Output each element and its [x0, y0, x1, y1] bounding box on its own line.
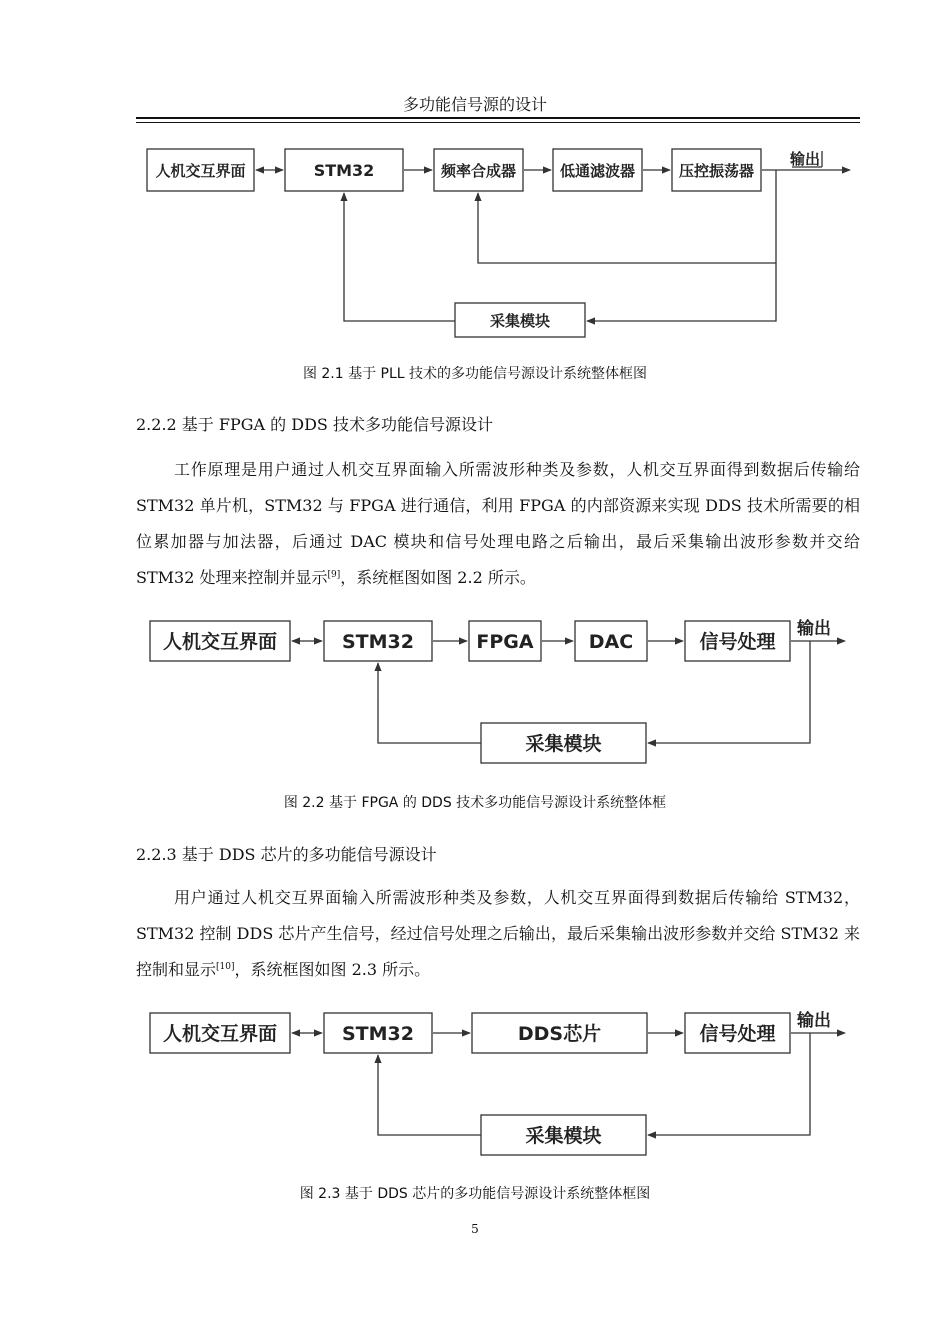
figure-2-3-diagram [0, 1004, 950, 1164]
svg-text:STM32: STM32 [342, 631, 414, 653]
svg-text:采集模块: 采集模块 [489, 312, 551, 330]
svg-text:DAC: DAC [588, 631, 634, 653]
block-low-pass-filter [553, 149, 642, 191]
block-acquisition [481, 723, 646, 763]
figure-2-1-caption: 图 2.1 基于 PLL 技术的多功能信号源设计系统整体框图 [302, 366, 648, 382]
section-2-2-3-heading: 2.2.3 基于 DDS 芯片的多功能信号源设计 [136, 845, 437, 864]
figure-2-1-diagram [0, 140, 950, 340]
block-frequency-synthesizer [434, 149, 523, 191]
block-stm32 [285, 149, 403, 191]
citation-10: [10] [216, 962, 235, 972]
block-signal-processing [685, 621, 790, 661]
block-fpga [469, 621, 541, 661]
block-stm32 [324, 621, 432, 661]
block-hmi [150, 621, 290, 661]
svg-text:人机交互界面: 人机交互界面 [162, 1023, 278, 1045]
block-signal-processing [685, 1013, 790, 1053]
output-label: 输出 [790, 150, 821, 168]
citation-9: [9] [327, 570, 341, 580]
block-stm32 [324, 1013, 432, 1053]
header-rule-thin [136, 122, 860, 123]
svg-text:采集模块: 采集模块 [525, 733, 602, 755]
figure-2-3-caption: 图 2.3 基于 DDS 芯片的多功能信号源设计系统整体框图 [299, 1186, 651, 1202]
svg-text:人机交互界面: 人机交互界面 [155, 162, 246, 180]
svg-text:STM32: STM32 [313, 161, 375, 180]
figure-2-2-caption: 图 2.2 基于 FPGA 的 DDS 技术多功能信号源设计系统整体框 [283, 795, 667, 811]
figure-2-2-diagram [0, 612, 950, 772]
svg-text:频率合成器: 频率合成器 [440, 162, 517, 180]
running-header-title: 多功能信号源的设计 [402, 95, 547, 114]
block-dds-chip [472, 1013, 647, 1053]
block-acquisition [455, 303, 585, 337]
svg-text:DDS芯片: DDS芯片 [517, 1023, 602, 1045]
svg-text:信号处理: 信号处理 [699, 1023, 776, 1045]
block-acquisition [481, 1115, 646, 1155]
section-2-2-3-paragraph: 用户通过人机交互界面输入所需波形种类及参数，人机交互界面得到数据后传输给 STM32，STM32 控制 DDS 芯片产生信号，经过信号处理之后输出，最后采集输出波形参数并交给 STM32 来控制和显示[10]，系统框图如图 2.3 所示。 [136, 888, 860, 979]
svg-text:采集模块: 采集模块 [525, 1125, 602, 1147]
output-label: 输出 [797, 1011, 831, 1031]
block-dac [575, 621, 647, 661]
svg-text:信号处理: 信号处理 [699, 631, 776, 653]
svg-text:人机交互界面: 人机交互界面 [162, 631, 278, 653]
block-vco [672, 149, 761, 191]
section-2-2-2-heading: 2.2.2 基于 FPGA 的 DDS 技术多功能信号源设计 [136, 415, 493, 434]
output-label: 输出 [797, 619, 831, 639]
header-rule-thick [136, 117, 860, 119]
svg-text:STM32: STM32 [342, 1023, 414, 1045]
svg-text:压控振荡器: 压控振荡器 [678, 162, 755, 180]
svg-text:低通滤波器: 低通滤波器 [559, 162, 636, 180]
page-number: 5 [471, 1222, 479, 1236]
block-hmi [147, 149, 254, 191]
svg-text:FPGA: FPGA [476, 631, 534, 653]
block-hmi [150, 1013, 290, 1053]
section-2-2-2-paragraph: 工作原理是用户通过人机交互界面输入所需波形种类及参数，人机交互界面得到数据后传输给 STM32 单片机，STM32 与 FPGA 进行通信，利用 FPGA 的内部资源来实现 DDS 技术所需要的相位累加器与加法器，后通过 DAC 模块和信号处理电路之后输出，最后采集输出波形参数并交给 STM32 处理来控制并显示[9]，系统框图如图 2.2 所示。 [136, 460, 860, 587]
